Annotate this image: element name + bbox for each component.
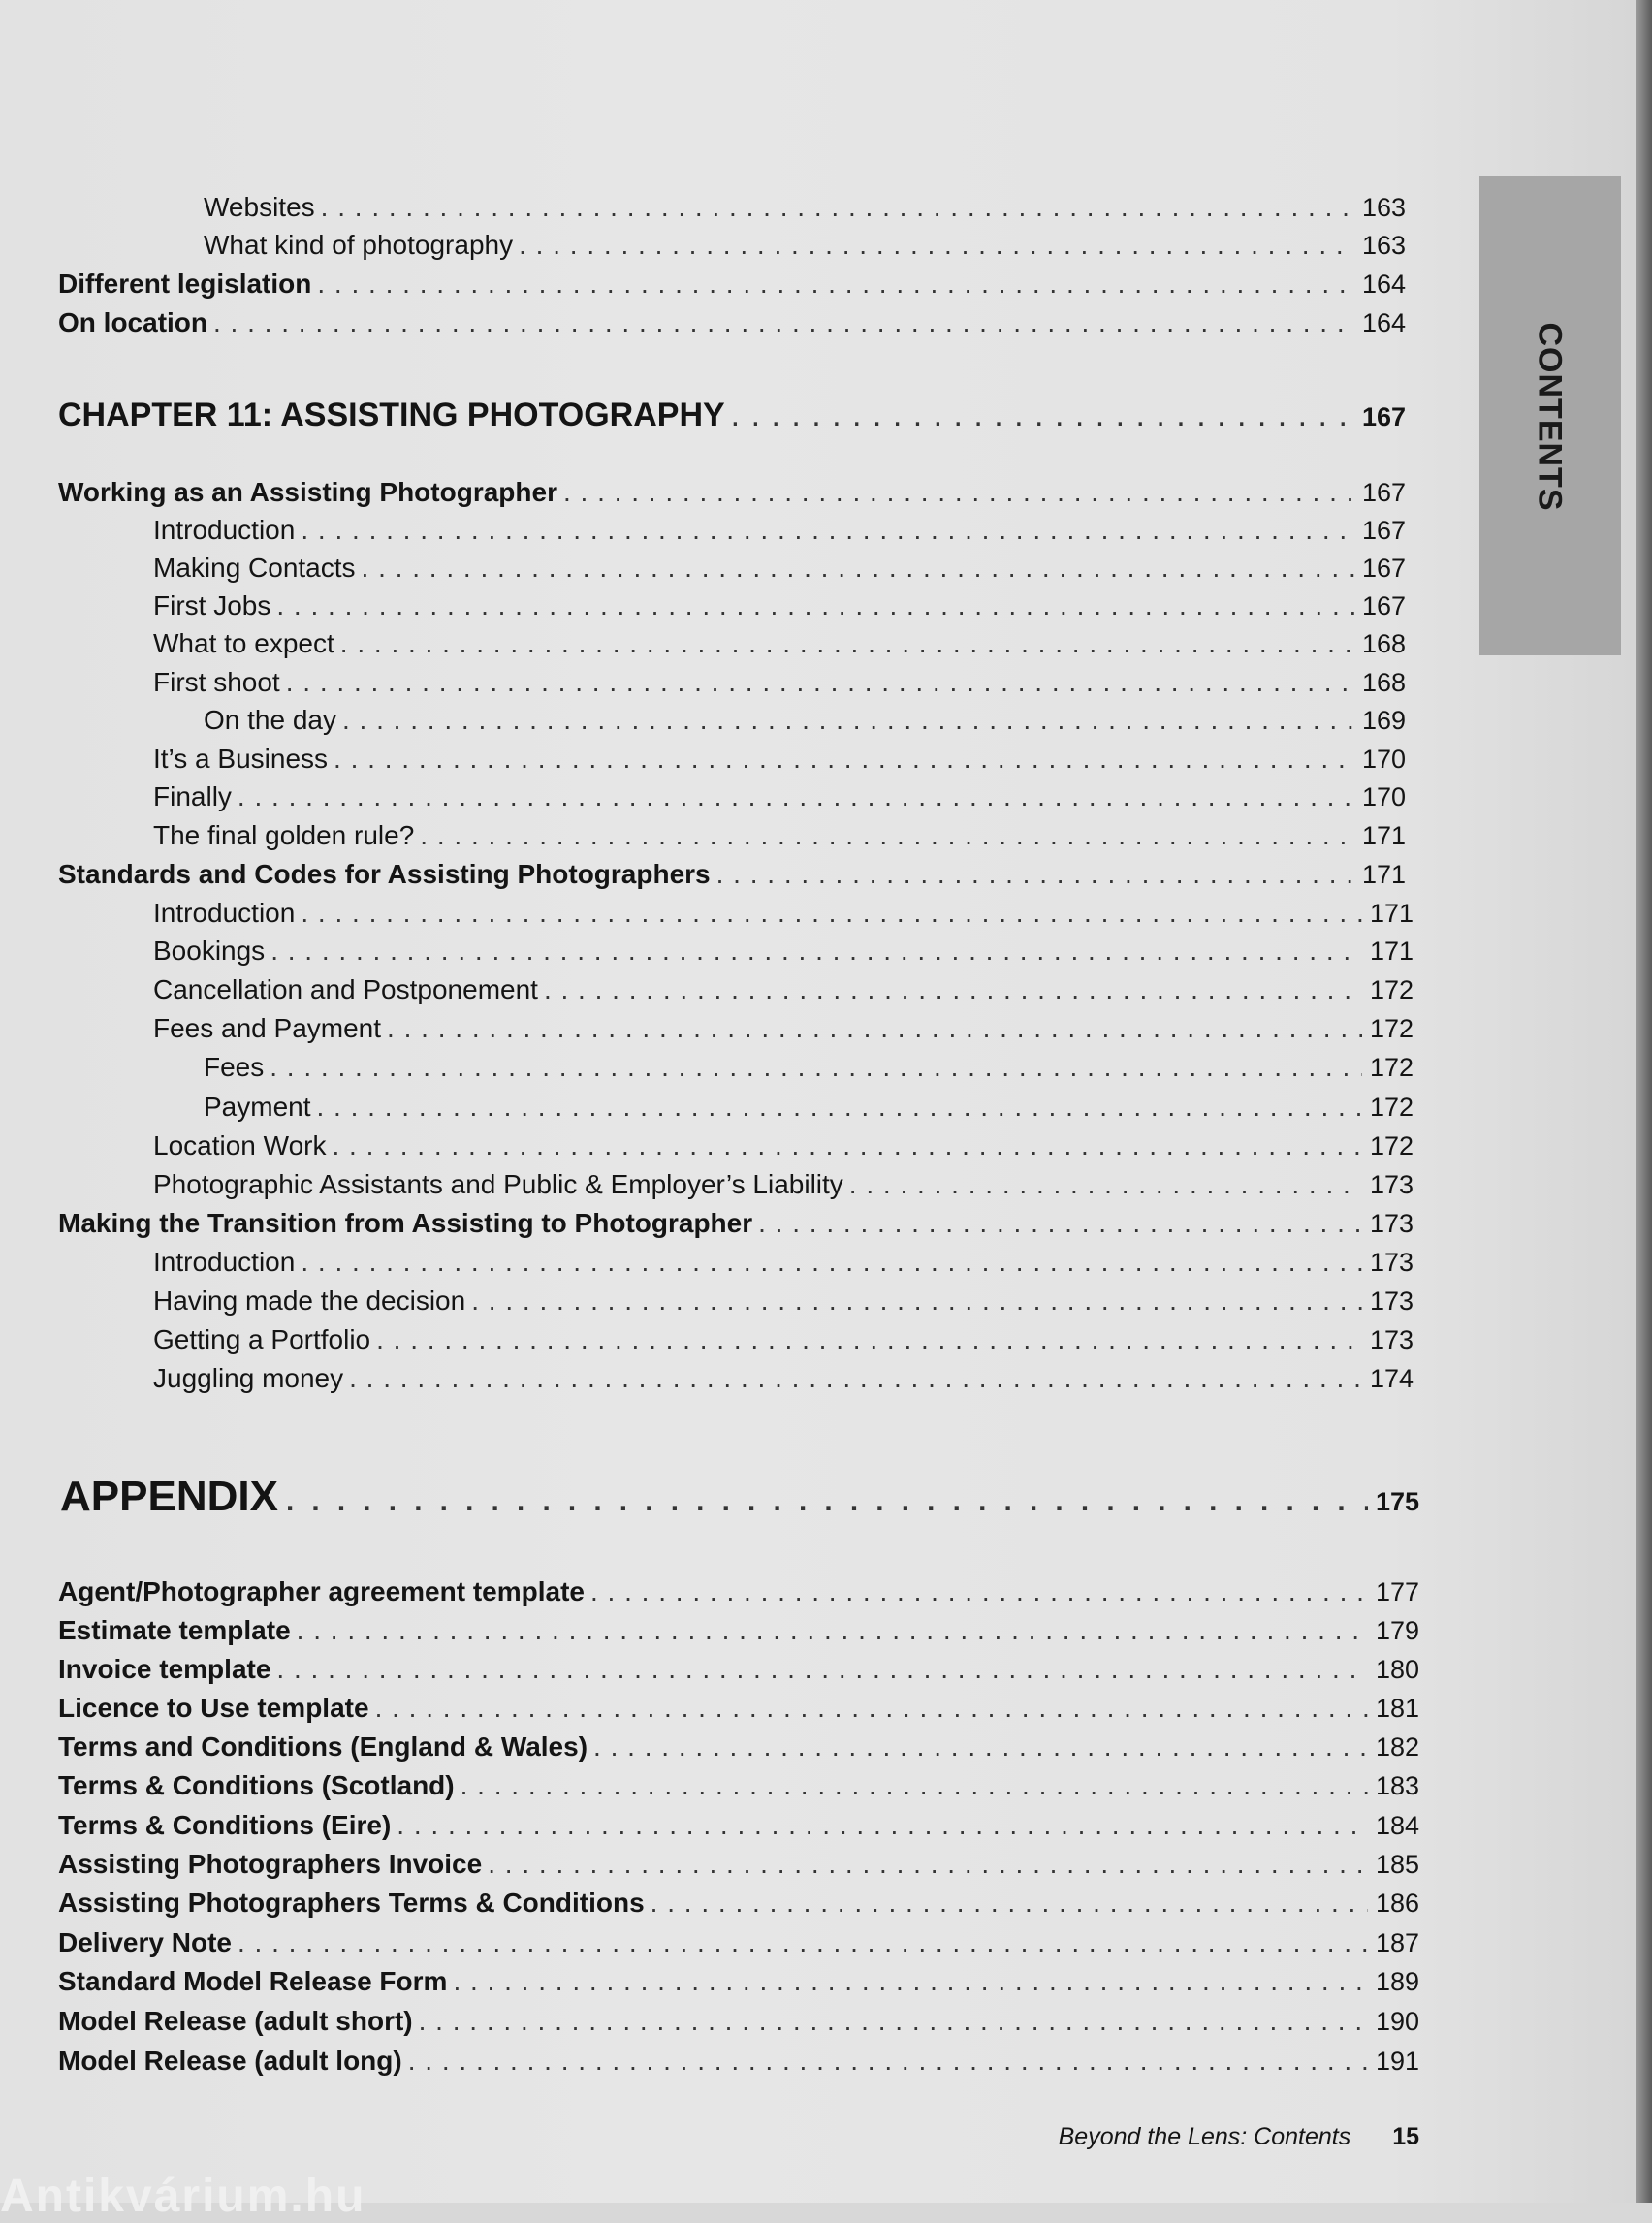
toc-entry-title: Terms and Conditions (England & Wales)	[58, 1731, 588, 1762]
toc-entry-title: Standards and Codes for Assisting Photographers	[58, 859, 711, 889]
dot-leader	[349, 1361, 1362, 1396]
toc-entry-title: On location	[58, 307, 207, 337]
dot-leader	[420, 818, 1354, 853]
toc-entry-page: 173	[1369, 1170, 1414, 1199]
toc-entry-title: Fees and Payment	[153, 1013, 382, 1043]
toc-entry-title: Fees	[204, 1052, 265, 1082]
toc-entry	[58, 1206, 1414, 1241]
toc-entry-page: 168	[1361, 629, 1406, 658]
toc-entry	[58, 305, 1406, 340]
toc-entry-title: On the day	[204, 705, 336, 735]
footer-book-title: Beyond the Lens: Contents	[1058, 2123, 1351, 2150]
footer-page-number: 15	[1392, 2123, 1419, 2150]
dot-leader	[397, 1808, 1368, 1843]
toc-entry-page: 187	[1375, 1928, 1419, 1957]
toc-entry-page: 183	[1375, 1771, 1419, 1800]
toc-entry-title: Making the Transition from Assisting to Photographer	[58, 1208, 753, 1238]
toc-entry-page: 163	[1361, 193, 1406, 222]
dot-leader	[519, 228, 1354, 263]
toc-entry	[58, 1808, 1419, 1843]
toc-entry	[58, 1886, 1419, 1921]
toc-entry-title: Photographic Assistants and Public & Employer’s Liability	[153, 1169, 843, 1199]
dot-leader	[731, 396, 1354, 434]
toc-entry-page: 182	[1375, 1732, 1419, 1762]
dot-leader	[461, 1768, 1368, 1803]
toc-entry	[58, 1925, 1419, 1960]
toc-entry	[58, 2004, 1419, 2039]
toc-entry-title: CHAPTER 11: ASSISTING PHOTOGRAPHY	[58, 397, 725, 433]
toc-entry	[153, 1245, 1414, 1280]
dot-leader	[453, 1964, 1368, 1999]
toc-entry-title: Introduction	[153, 515, 296, 545]
toc-entry-page: 168	[1361, 668, 1406, 697]
toc-entry-title: Having made the decision	[153, 1286, 466, 1316]
toc-entry-title: Introduction	[153, 1247, 296, 1277]
toc-entry-page: 171	[1361, 821, 1406, 850]
dot-leader	[563, 475, 1354, 510]
toc-entry-title: Model Release (adult short)	[58, 2006, 413, 2036]
dot-leader	[301, 896, 1362, 931]
toc-entry-page: 173	[1369, 1286, 1414, 1316]
toc-entry	[153, 779, 1406, 814]
dot-leader	[238, 779, 1354, 814]
toc-entry-title: Assisting Photographers Terms & Conditions	[58, 1888, 645, 1918]
toc-entry-page: 164	[1361, 308, 1406, 337]
toc-entry-title: The final golden rule?	[153, 820, 415, 850]
toc-entry-page: 172	[1369, 975, 1414, 1004]
toc-entry-title: Introduction	[153, 898, 296, 928]
toc-entry-page: 170	[1361, 745, 1406, 774]
toc-entry-page: 173	[1369, 1248, 1414, 1277]
dot-leader	[419, 2004, 1368, 2039]
dot-leader	[276, 1652, 1368, 1687]
page-footer	[1059, 2123, 1419, 2151]
contents-tab-label: CONTENTS	[1531, 322, 1569, 512]
dot-leader	[213, 305, 1354, 340]
dot-leader	[321, 190, 1354, 225]
toc-entry	[58, 1964, 1419, 1999]
toc-entry	[58, 1730, 1419, 1764]
toc-entry-title: Payment	[204, 1092, 311, 1122]
dot-leader	[340, 626, 1354, 661]
dot-leader	[334, 742, 1354, 777]
dot-leader	[849, 1167, 1362, 1202]
toc-entry	[58, 1768, 1419, 1803]
dot-leader	[317, 1090, 1362, 1125]
toc-entry-page: 180	[1375, 1655, 1419, 1684]
toc-entry	[153, 513, 1406, 548]
toc-entry-page: 184	[1375, 1811, 1419, 1840]
dot-leader	[270, 1050, 1362, 1085]
toc-entry-page: 177	[1375, 1577, 1419, 1606]
toc-entry	[58, 857, 1406, 892]
dot-leader	[387, 1011, 1362, 1046]
dot-leader	[651, 1886, 1368, 1921]
dot-leader	[332, 1128, 1361, 1163]
toc-entry-title: Location Work	[153, 1130, 327, 1160]
dot-leader	[488, 1847, 1368, 1882]
toc-entry	[153, 934, 1414, 969]
toc-entry-page: 170	[1361, 782, 1406, 811]
dot-leader	[301, 1245, 1362, 1280]
toc-entry-title: Juggling money	[153, 1363, 344, 1393]
toc-entry-page: 171	[1369, 899, 1414, 928]
toc-entry-page: 167	[1361, 478, 1406, 507]
toc-entry	[58, 1574, 1419, 1609]
toc-entry-title: Agent/Photographer agreement template	[58, 1576, 585, 1606]
toc-entry-page: 163	[1361, 231, 1406, 260]
toc-entry-page: 186	[1375, 1889, 1419, 1918]
dot-leader	[593, 1730, 1368, 1764]
toc-entry-title: First shoot	[153, 667, 280, 697]
toc-entry-title: Bookings	[153, 936, 266, 966]
toc-entry	[58, 475, 1406, 510]
toc-entry-page: 171	[1361, 860, 1406, 889]
toc-entry-page: 172	[1369, 1053, 1414, 1082]
toc-entry-title: It’s a Business	[153, 744, 329, 774]
toc-entry	[58, 2044, 1419, 2079]
toc-entry-page: 191	[1375, 2047, 1419, 2076]
dot-leader	[270, 934, 1362, 969]
toc-entry-page: 167	[1361, 591, 1406, 620]
toc-entry-title: Getting a Portfolio	[153, 1324, 371, 1354]
toc-entry-title: What to expect	[153, 628, 334, 658]
dot-leader	[362, 551, 1354, 586]
toc-entry	[153, 1284, 1414, 1318]
toc-entry-page: 167	[1361, 554, 1406, 583]
toc-entry-title: First Jobs	[153, 590, 271, 620]
toc-entry	[153, 1167, 1414, 1202]
dot-leader	[376, 1322, 1362, 1357]
toc-entry-title: Standard Model Release Form	[58, 1966, 448, 1996]
toc-entry-title: Making Contacts	[153, 553, 356, 583]
toc-entry-title: Websites	[204, 192, 315, 222]
toc-entry-title: Delivery Note	[58, 1927, 232, 1957]
toc-entry-page: 174	[1369, 1364, 1414, 1393]
dot-leader	[758, 1206, 1362, 1241]
dot-leader	[297, 1613, 1368, 1648]
toc-chapter-heading	[58, 396, 1406, 436]
watermark-text: Antikvárium.hu	[0, 2171, 366, 2222]
dot-leader	[544, 972, 1362, 1007]
dot-leader	[716, 857, 1354, 892]
toc-entry-title: Finally	[153, 781, 232, 811]
toc-entry-page: 173	[1369, 1209, 1414, 1238]
toc-entry-page: 172	[1369, 1014, 1414, 1043]
toc-entry-title: What kind of photography	[204, 230, 514, 260]
toc-entry	[153, 1322, 1414, 1357]
toc-entry-page: 185	[1375, 1850, 1419, 1879]
dot-leader	[238, 1925, 1368, 1960]
toc-entry-title: APPENDIX	[60, 1473, 278, 1520]
dot-leader	[301, 513, 1354, 548]
dot-leader	[286, 665, 1354, 700]
toc-entry	[153, 551, 1406, 586]
toc-entry	[153, 1011, 1414, 1046]
toc-entry-page: 172	[1369, 1093, 1414, 1122]
toc-entry	[58, 267, 1406, 302]
toc-entry-title: Model Release (adult long)	[58, 2046, 402, 2076]
toc-appendix-heading	[60, 1472, 1419, 1527]
toc-entry	[204, 703, 1406, 738]
toc-entry-page: 172	[1369, 1131, 1414, 1160]
toc-entry	[204, 1090, 1414, 1125]
toc-entry-title: Invoice template	[58, 1654, 271, 1684]
toc-entry-title: Licence to Use template	[58, 1693, 369, 1723]
toc-entry	[58, 1613, 1419, 1648]
toc-entry-title: Cancellation and Postponement	[153, 974, 538, 1004]
dot-leader	[276, 588, 1354, 623]
toc-entry-page: 173	[1369, 1325, 1414, 1354]
toc-entry-title: Estimate template	[58, 1615, 291, 1645]
toc-entry	[58, 1652, 1419, 1687]
toc-entry-page: 175	[1375, 1487, 1419, 1516]
toc-entry	[153, 818, 1406, 853]
toc-entry	[153, 1128, 1414, 1163]
toc-entry-page: 189	[1375, 1967, 1419, 1996]
toc-entry-page: 169	[1361, 706, 1406, 735]
toc-entry	[204, 228, 1406, 263]
toc-entry-page: 167	[1361, 402, 1406, 431]
toc-entry-title: Terms & Conditions (Scotland)	[58, 1770, 455, 1800]
toc-entry-page: 167	[1361, 516, 1406, 545]
toc-entry	[204, 190, 1406, 225]
toc-entry	[153, 896, 1414, 931]
toc-entry-title: Terms & Conditions (Eire)	[58, 1810, 392, 1840]
toc-entry-page: 171	[1369, 937, 1414, 966]
toc-entry	[58, 1691, 1419, 1726]
dot-leader	[471, 1284, 1362, 1318]
toc-entry-title: Different legislation	[58, 269, 312, 299]
toc-entry-page: 164	[1361, 270, 1406, 299]
dot-leader	[408, 2044, 1368, 2079]
toc-entry	[153, 626, 1406, 661]
toc-entry-title: Assisting Photographers Invoice	[58, 1849, 483, 1879]
toc-entry	[153, 742, 1406, 777]
toc-entry	[153, 972, 1414, 1007]
dot-leader	[317, 267, 1354, 302]
toc-entry	[204, 1050, 1414, 1085]
toc-entry-page: 181	[1375, 1694, 1419, 1723]
dot-leader	[342, 703, 1354, 738]
toc-entry	[58, 1847, 1419, 1882]
toc-entry	[153, 588, 1406, 623]
toc-entry	[153, 1361, 1414, 1396]
toc-entry-page: 190	[1375, 2007, 1419, 2036]
toc-entry-title: Working as an Assisting Photographer	[58, 477, 557, 507]
toc-entry	[153, 665, 1406, 700]
toc-entry-page: 179	[1375, 1616, 1419, 1645]
dot-leader	[590, 1574, 1368, 1609]
dot-leader	[284, 1472, 1368, 1522]
dot-leader	[375, 1691, 1368, 1726]
